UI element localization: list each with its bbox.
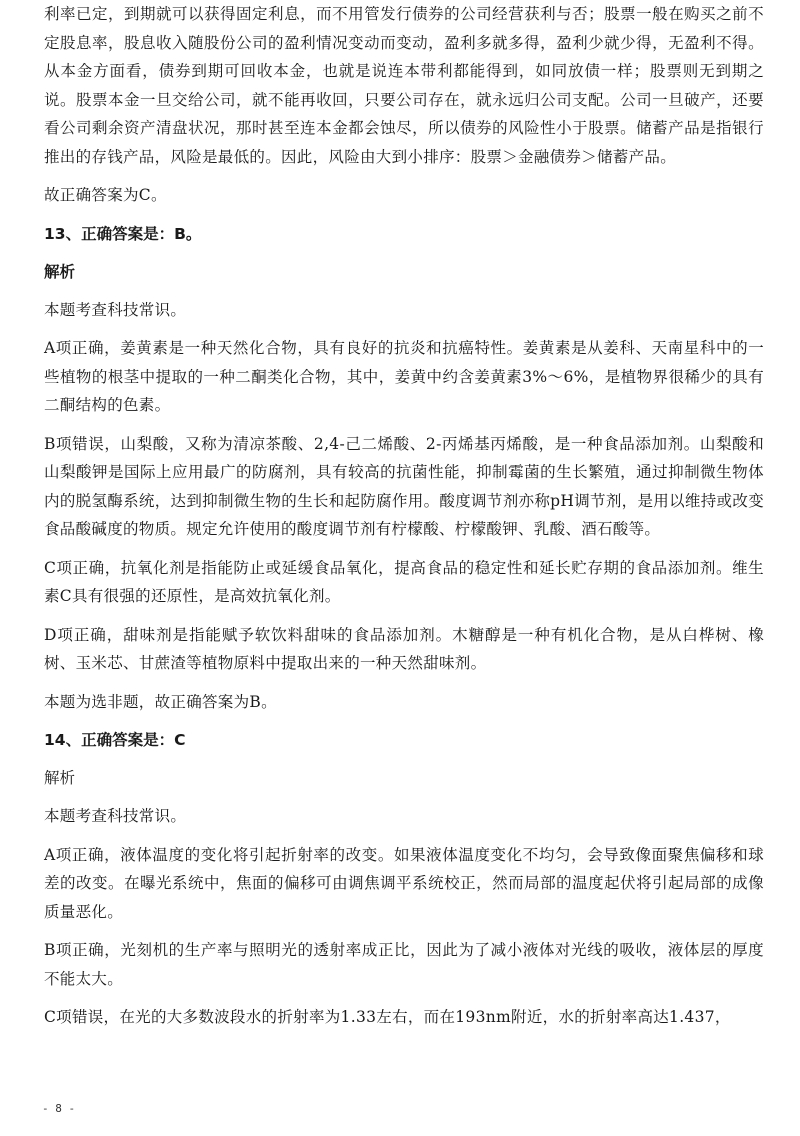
question-14-heading: 14、正确答案是：C — [44, 731, 186, 749]
question-13-heading: 13、正确答案是：B。 — [44, 224, 202, 243]
question-14-option-c: C项错误，在光的大多数波段水的折射率为1.33左右，而在193nm附近，水的折射率高达1.437， — [44, 1008, 731, 1026]
question-13-option-c: C项正确，抗氧化剂是指能防止或延缓食品氧化，提高食品的稳定性和延长贮存期的食品添加剂。维生素C具有很强的还原性，是高效抗氧化剂。 — [44, 558, 764, 605]
page-number: - 8 - — [42, 1102, 76, 1115]
question-14-analysis-label: 解析 — [44, 769, 76, 787]
paragraph-bond-vs-stock: 利率已定，到期就可以获得固定利息，而不用管发行债券的公司经营获利与否；股票一般在购买之前不定股息率，股息收入随股份公司的盈利情况变动而变动，盈利多就多得，盈利少就少得，无盈利不得。从本金方面看，债券到期可回收本金，也就是说连本带利都能得到，如同放债一样；股票则无到期之说。股票本金一旦交给公司，就不能再收回，只要公司存在，就永远归公司支配。公司一旦破产，还要看公司剩余资产清盘状况，那时甚至连本金都会蚀尽，所以债券的风险性小于股票。储蓄产品是指银行推出的存钱产品，风险是最低的。因此，风险由大到小排序：股票＞金融债券＞储蓄产品。 — [44, 5, 764, 166]
question-14-option-b: B项正确，光刻机的生产率与照明光的透射率成正比，因此为了减小液体对光线的吸收，液体层的厚度不能太大。 — [44, 941, 764, 988]
document-page — [44, 0, 764, 1042]
question-13-analysis-label: 解析 — [44, 262, 76, 281]
question-13-topic: 本题考查科技常识。 — [44, 300, 187, 319]
question-13-option-a: A项正确，姜黄素是一种天然化合物，具有良好的抗炎和抗癌特性。姜黄素是从姜科、天南星科中的一些植物的根茎中提取的一种二酮类化合物，其中，姜黄中约含姜黄素3%～6%，是植物界很稀少的具有二酮结构的色素。 — [44, 339, 764, 414]
question-14-topic: 本题考查科技常识。 — [44, 807, 187, 825]
question-13-option-b: B项错误，山梨酸，又称为清凉茶酸、2,4-己二烯酸、2-丙烯基丙烯酸，是一种食品添加剂。山梨酸和山梨酸钾是国际上应用最广的防腐剂，具有较高的抗菌性能，抑制霉菌的生长繁殖，通过抑制微生物体内的脱氢酶系统，达到抑制微生物的生长和起防腐作用。酸度调节剂亦称pH调节剂，是用以维持或改变食品酸碱度的物质。规定允许使用的酸度调节剂有柠檬酸、柠檬酸钾、乳酸、酒石酸等。 — [44, 434, 764, 538]
question-13-conclusion: 本题为选非题，故正确答案为B。 — [44, 692, 277, 711]
question-13-option-d: D项正确，甜味剂是指能赋予软饮料甜味的食品添加剂。木糖醇是一种有机化合物，是从白桦树、橡树、玉米芯、甘蔗渣等植物原料中提取出来的一种天然甜味剂。 — [44, 625, 764, 672]
question-14-option-a: A项正确，液体温度的变化将引起折射率的改变。如果液体温度变化不均匀，会导致像面聚焦偏移和球差的改变。在曝光系统中，焦面的偏移可由调焦调平系统校正，然而局部的温度起伏将引起局部的成像质量恶化。 — [44, 845, 764, 921]
answer-12-conclusion: 故正确答案为C。 — [44, 186, 167, 204]
